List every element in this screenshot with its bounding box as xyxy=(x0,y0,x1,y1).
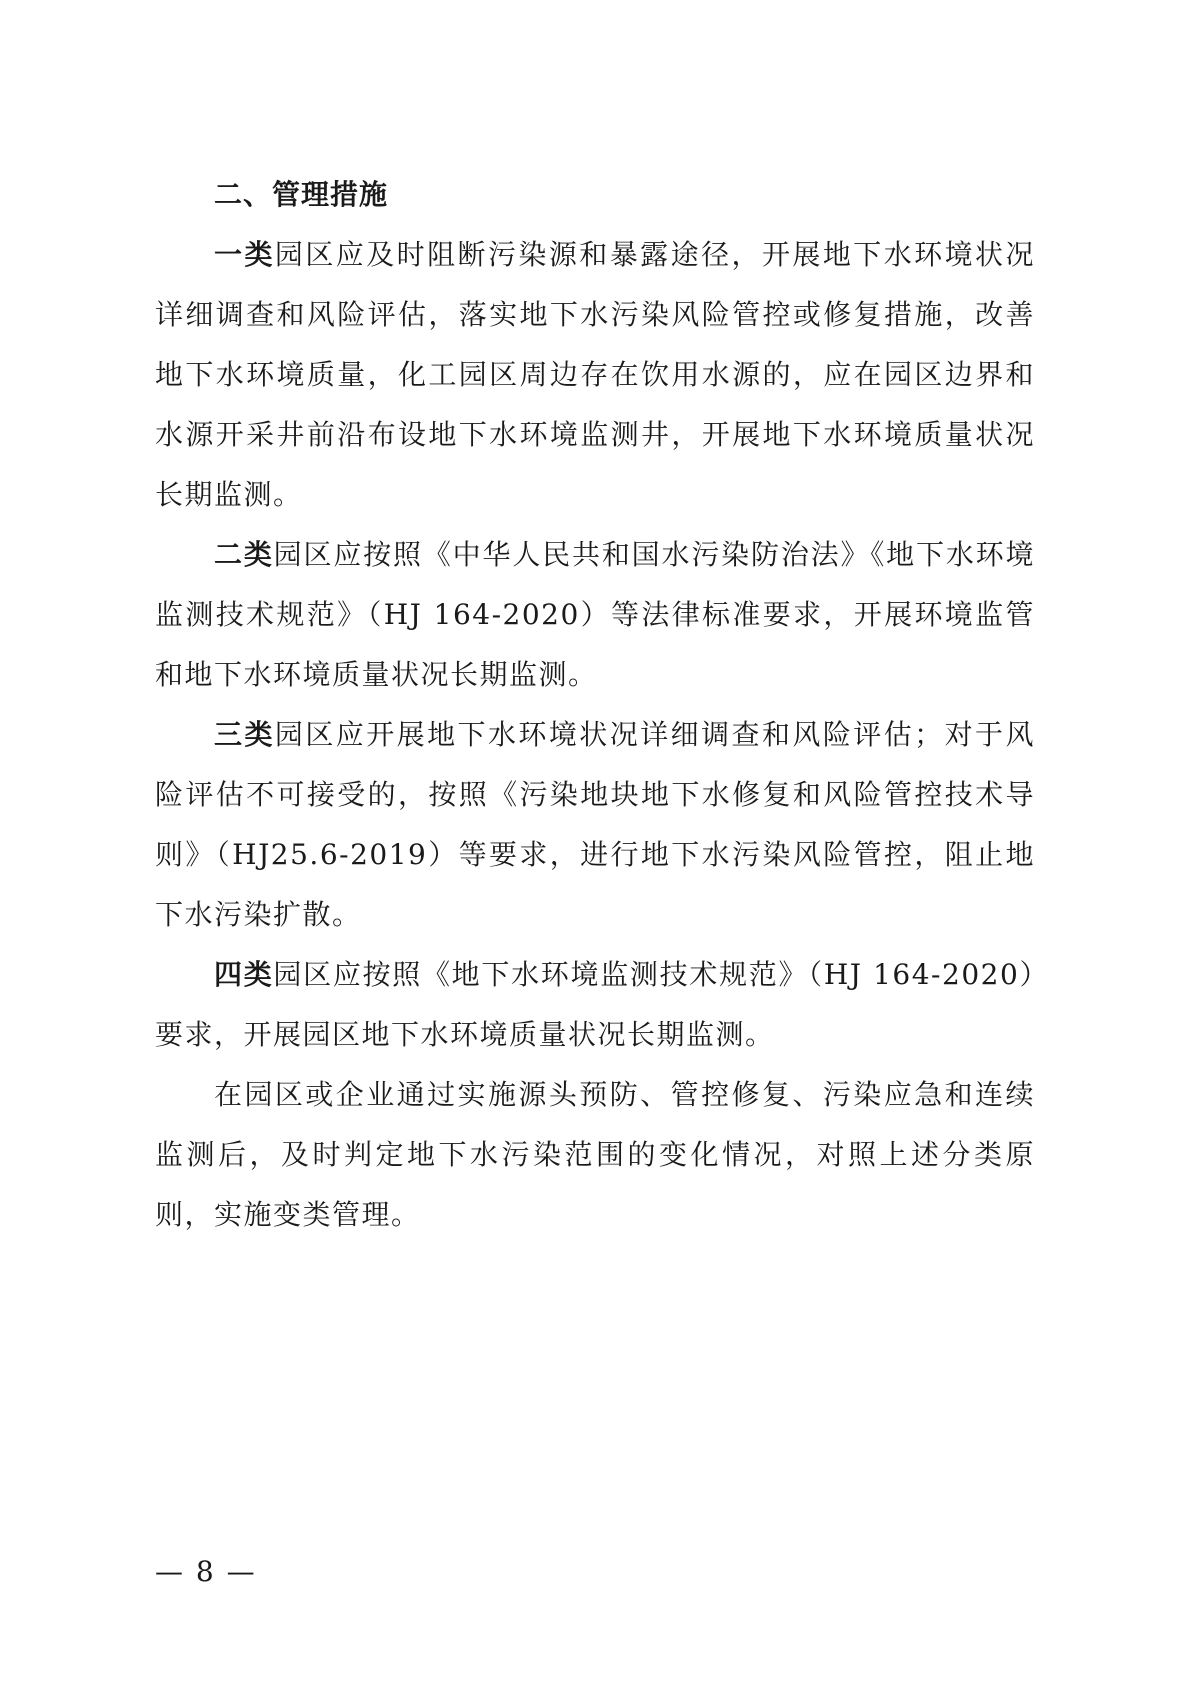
paragraph-class-4 xyxy=(155,945,1035,1065)
paragraph-class-3 xyxy=(155,705,1035,945)
paragraph-lead: 三类 xyxy=(214,718,275,751)
paragraph-class-1 xyxy=(155,225,1035,525)
paragraph-class-2 xyxy=(155,525,1035,705)
paragraph-text: 在园区或企业通过实施源头预防、管控修复、污染应急和连续监测后，及时判定地下水污染范围的变化情况，对照上述分类原则，实施变类管理。 xyxy=(155,1078,1035,1231)
paragraph-text: 园区应开展地下水环境状况详细调查和风险评估；对于风险评估不可接受的，按照《污染地块地下水修复和风险管控技术导则》（HJ25.6-2019）等要求，进行地下水污染风险管控，阻止地下水污染扩散。 xyxy=(155,718,1035,931)
paragraph-text: 园区应按照《地下水环境监测技术规范》（HJ 164-2020）要求，开展园区地下水环境质量状况长期监测。 xyxy=(155,958,1035,1051)
paragraph-lead: 二类 xyxy=(214,538,274,571)
paragraph-lead: 一类 xyxy=(214,238,275,271)
paragraph-change-management xyxy=(155,1065,1035,1245)
paragraph-text: 园区应按照《中华人民共和国水污染防治法》《地下水环境监测技术规范》（HJ 164-2020）等法律标准要求，开展环境监管和地下水环境质量状况长期监测。 xyxy=(155,538,1035,691)
page-number: — 8 — xyxy=(155,1555,257,1588)
paragraph-lead: 四类 xyxy=(214,958,274,991)
paragraph-text: 园区应及时阻断污染源和暴露途径，开展地下水环境状况详细调查和风险评估，落实地下水污染风险管控或修复措施，改善地下水环境质量，化工园区周边存在饮用水源的，应在园区边界和水源开采井前沿布设地下水环境监测井，开展地下水环境质量状况长期监测。 xyxy=(155,238,1035,511)
page-content xyxy=(155,165,1035,1245)
section-heading: 二、管理措施 xyxy=(214,178,389,211)
